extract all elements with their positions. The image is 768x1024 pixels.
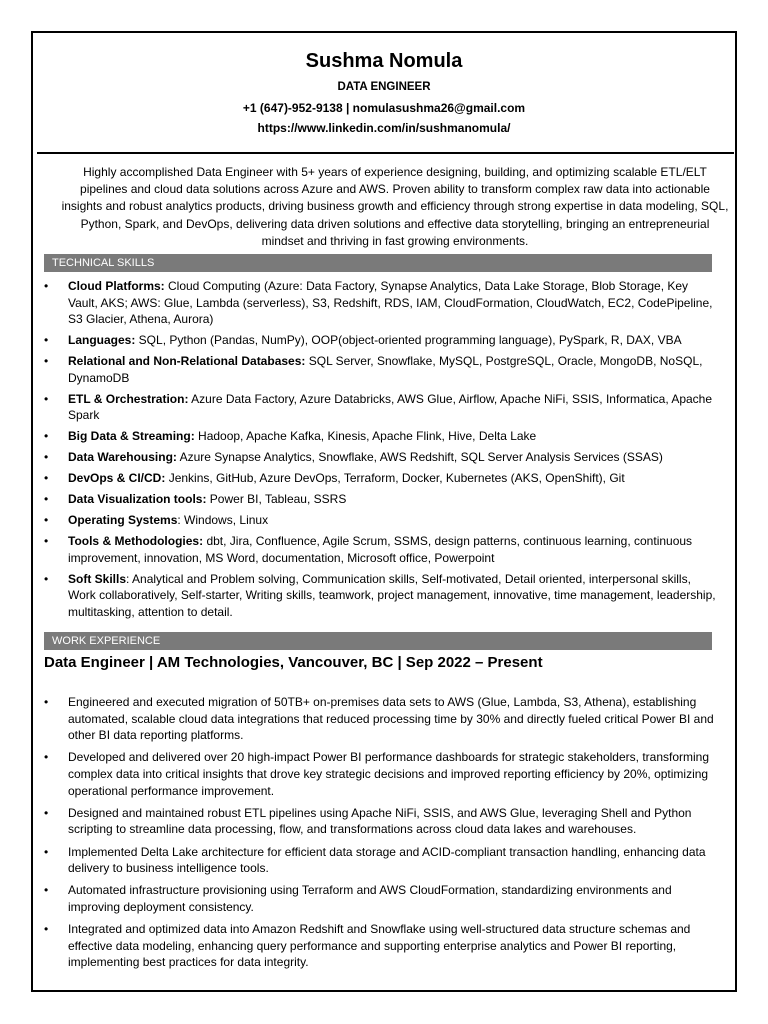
skill-item: [44, 278, 716, 328]
skill-label: Data Warehousing:: [68, 450, 177, 465]
skill-label: ETL & Orchestration:: [68, 391, 189, 406]
skill-text: : Windows, Linux: [177, 513, 269, 528]
skill-item: [44, 332, 716, 349]
skill-item: [44, 449, 716, 466]
job-bullet: • Engineered and executed migration of 50TB+ on-premises data sets to AWS (Glue, Lambda, S3, Athena), establishing automated, scalable cloud data integrations that reduced processing time by 30% and directly fueled critical Power BI and other BI data reporting platforms.: [44, 694, 720, 744]
skill-text: Azure Synapse Analytics, Snowflake, AWS Redshift, SQL Server Analysis Services (SSAS): [176, 450, 663, 465]
job-bullet: • Integrated and optimized data into Amazon Redshift and Snowflake using well-structured data structure schemas and effective data modeling, enhancing query performance and supporting enterprise analytics and Power BI reporting, implementing best practices for data integrity.: [44, 921, 720, 971]
job-bullet: • Designed and maintained robust ETL pipelines using Apache NiFi, SSIS, and AWS Glue, leveraging Shell and Python scripting to streamline data processing, flow, and transformations across cloud data lakes and warehouses.: [44, 805, 720, 838]
job-title: Data Engineer | AM Technologies, Vancouver, BC | Sep 2022 – Present: [44, 654, 543, 671]
skill-item: [44, 512, 716, 529]
job-bullet: • Automated infrastructure provisioning using Terraform and AWS CloudFormation, standardizing environments and improving deployment consistency.: [44, 882, 720, 915]
skill-item: [44, 470, 716, 487]
skill-text: Power BI, Tableau, SSRS: [206, 492, 347, 507]
technical-skills-list: [44, 278, 716, 625]
skill-item: [44, 491, 716, 508]
candidate-name: Sushma Nomula: [305, 50, 463, 72]
skill-label: Cloud Platforms:: [68, 279, 165, 293]
professional-summary: Highly accomplished Data Engineer with 5+ years of experience designing, building, and optimizing scalable ETL/ELT pipelines and cloud data solutions across Azure and AWS. Proven ability to transform complex raw data into actionable insights and robust analytics products, driving business growth and efficiency through strong expertise in data modeling, SQL, Python, Spark, and DevOps, delivering data driven solutions and effective data storytelling, bringing an entrepreneurial mindset and thriving in fast growing environments.: [61, 165, 729, 248]
header-divider: [37, 152, 734, 154]
linkedin-url[interactable]: https://www.linkedin.com/in/sushmanomula/: [257, 121, 511, 135]
job-role: DATA ENGINEER: [337, 81, 431, 93]
resume-header: [33, 48, 735, 136]
skill-text: : Analytical and Problem solving, Communication skills, Self-motivated, Detail oriented, interpersonal skills, Work collaboratively, Self-starter, Writing skills, teamwork, project management, innovative, time management, leadership, multitasking, attention to detail.: [68, 571, 716, 619]
skill-label: Tools & Methodologies:: [68, 534, 204, 549]
skill-label: Operating Systems: [68, 513, 178, 528]
skill-item: [44, 428, 716, 445]
skill-text: Hadoop, Apache Kafka, Kinesis, Apache Flink, Hive, Delta Lake: [194, 429, 537, 444]
technical-skills-heading: TECHNICAL SKILLS: [44, 254, 712, 272]
job-bullet: • Developed and delivered over 20 high-impact Power BI performance dashboards for strategic stakeholders, transforming complex data into critical insights that drove key strategic decisions and improved reporting efficiency by 20%, optimizing operational performance improvement.: [44, 749, 720, 799]
skill-label: Big Data & Streaming:: [68, 429, 195, 444]
skill-text: Azure Data Factory, Azure Databricks, AWS Glue, Airflow, Apache NiFi, SSIS, Informatica, Apache Spark: [68, 391, 713, 423]
skill-label: DevOps & CI/CD:: [68, 471, 166, 486]
job-bullet: • Implemented Delta Lake architecture for efficient data storage and ACID-compliant transaction handling, enhancing data delivery to business intelligence tools.: [44, 844, 720, 877]
skill-item: [44, 353, 716, 386]
work-experience-heading: WORK EXPERIENCE: [44, 632, 712, 650]
skill-text: SQL Server, Snowflake, MySQL, PostgreSQL, Oracle, MongoDB, NoSQL, DynamoDB: [68, 354, 703, 385]
skill-label: Soft Skills: [68, 571, 127, 586]
job-bullets: [44, 694, 720, 976]
skill-item: [44, 533, 716, 566]
skill-label: Languages:: [68, 333, 136, 348]
skill-text: Jenkins, GitHub, Azure DevOps, Terraform, Docker, Kubernetes (AKS, OpenShift), Git: [165, 471, 625, 486]
skill-text: dbt, Jira, Confluence, Agile Scrum, SSMS, design patterns, continuous learning, continuous improvement, innovation, MS Word, documentation, Microsoft office, Powerpoint: [68, 534, 693, 565]
skill-text: Cloud Computing (Azure: Data Factory, Synapse Analytics, Data Lake Storage, Blob Storage, Key Vault, AKS; AWS: Glue, Lambda (serverless), S3, Redshift, RDS, IAM, CloudFormation, CloudWatch, EC2, CodePipeline, S3 Glacier, Athena, Aurora): [68, 279, 713, 327]
skill-text: SQL, Python (Pandas, NumPy), OOP(object-oriented programming language), PySpark, R, DAX, VBA: [135, 333, 682, 348]
skill-label: Data Visualization tools:: [68, 492, 207, 507]
skill-label: Relational and Non-Relational Databases:: [68, 354, 306, 369]
skill-item: [44, 571, 716, 621]
contact-info: +1 (647)-952-9138 | nomulasushma26@gmail.com: [242, 101, 526, 115]
skill-item: [44, 391, 716, 424]
